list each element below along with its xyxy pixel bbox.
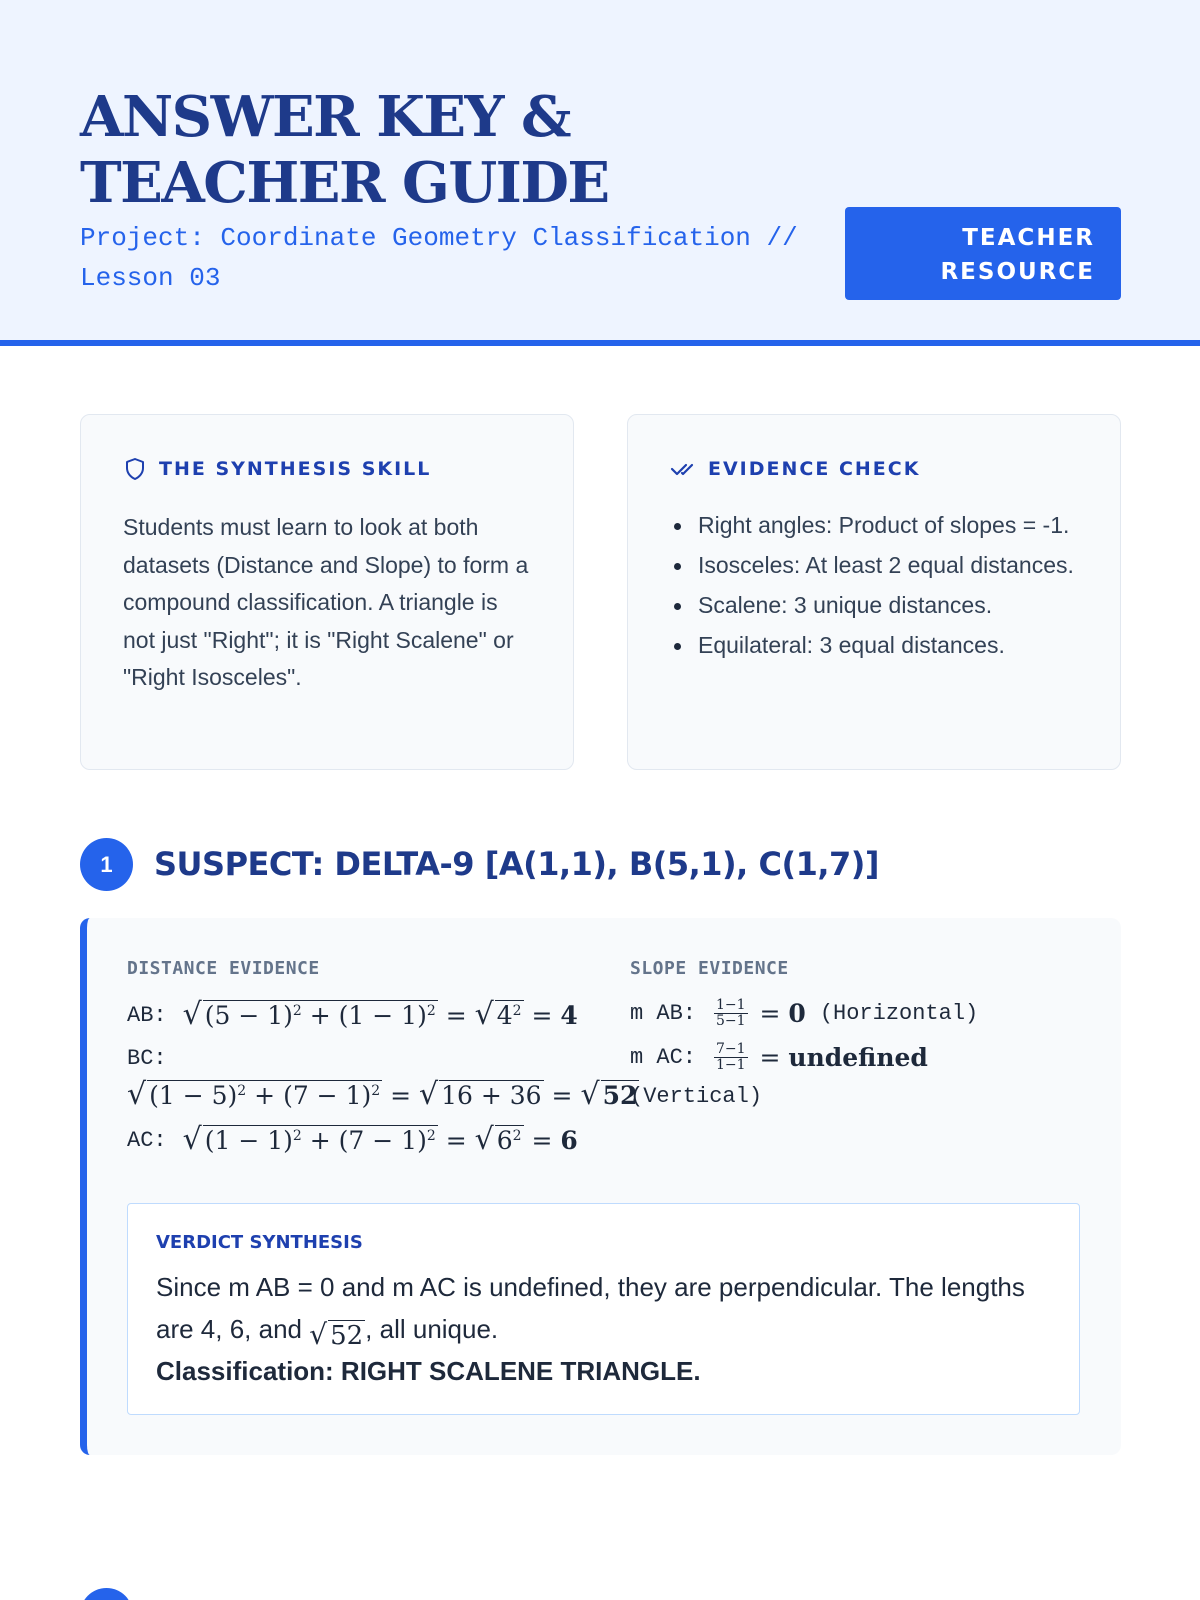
synthesis-skill-body: Students must learn to look at both datasets (Distance and Slope) to form a compound classification. A triangle is not just "Right"; it is "Right Scalene" or "Right Isosceles". [123,514,529,690]
section-title: SUSPECT: DELTA-9 [A(1,1), B(5,1), C(1,7)] [154,845,879,883]
list-item: Equilateral: 3 equal distances. [670,629,1090,662]
verdict-classification: Classification: RIGHT SCALENE TRIANGLE. [156,1356,701,1386]
double-check-icon [670,457,696,481]
verdict-synthesis-box [127,1203,1080,1415]
section-number-badge [80,1588,133,1600]
slope-evidence-label: SLOPE EVIDENCE [630,958,789,979]
evidence-check-card [627,414,1121,770]
list-item: Scalene: 3 unique distances. [670,589,1090,622]
page-header [0,0,1200,346]
verdict-text: Since m AB = 0 and m AC is undefined, they are perpendicular. The lengths are 4, 6, and √ 52 , all unique. [156,1272,1025,1351]
distance-bc: √ $(1 - 5)^2 + (7 - 1)^2$ = √ 16 + 36 = √ 52 [127,1077,638,1112]
slope-ab: m AB: $\frac{1-1}{5-1}$ = 0 (Horizontal) [630,997,979,1029]
distance-bc-label: BC: [127,1046,167,1071]
page-title: ANSWER KEY & TEACHER GUIDE [80,84,609,216]
slope-ac-note: (Vertical) [630,1084,763,1109]
distance-evidence-label: DISTANCE EVIDENCE [127,958,320,979]
evidence-check-header [670,457,920,481]
list-item: Isosceles: At least 2 equal distances. [670,549,1090,582]
synthesis-skill-header [123,457,431,481]
synthesis-skill-card [80,414,574,770]
list-item: Right angles: Product of slopes = -1. [670,509,1090,542]
distance-ab: AB: √ $(5 - 1)^2 + (1 - 1)^2$ = √ $4^2$ = 4 [127,997,578,1032]
distance-ac: AC: √ $(1 - 1)^2 + (7 - 1)^2$ = √ $6^2$ = 6 [127,1122,578,1157]
evidence-check-list [670,509,1090,669]
evidence-check-label: EVIDENCE CHECK [708,458,921,480]
synthesis-skill-label: THE SYNTHESIS SKILL [159,458,432,480]
page-subtitle: Project: Coordinate Geometry Classification // Lesson 03 [80,223,798,293]
slope-ac: m AC: $\frac{7-1}{1-1}$ = undefined [630,1041,928,1073]
section-number-badge: 1 [80,838,133,891]
shield-icon [123,457,147,481]
verdict-label: VERDICT SYNTHESIS [156,1232,363,1253]
teacher-resource-badge: TEACHER RESOURCE [845,207,1121,300]
